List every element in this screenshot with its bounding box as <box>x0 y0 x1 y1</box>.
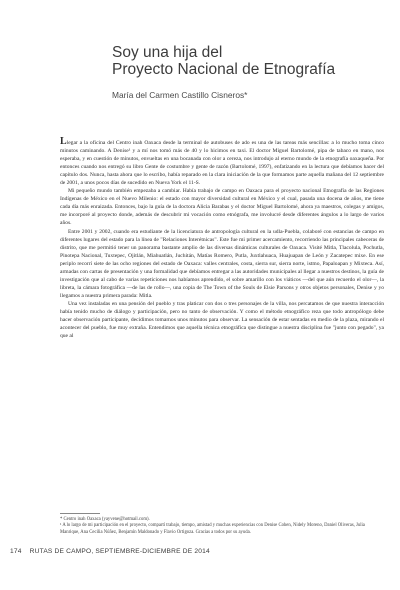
footnote-author: * Centro inah Oaxaca (yayvene@hotmail.com). <box>60 517 150 522</box>
drop-cap: L <box>60 136 67 147</box>
article-body <box>60 138 384 340</box>
page-footer <box>10 548 210 555</box>
article-author: María del Carmen Castillo Cisneros* <box>112 90 248 100</box>
title-line-1: Soy una hija del <box>112 44 223 61</box>
body-paragraph-1 <box>60 138 384 187</box>
body-paragraph-1-text: legar a la oficina del Centro inah Oaxaca desde la terminal de autobuses de ado es una de las tareas más sencillas: a lo mucho toma cinco minutos caminando. A Denise¹ y a mí nos tomó más de 40 y lo hicimos en taxi. El doctor Miguel Bartolomé, pipa de tabaco en mano, nos esperaba, y en cuestión de minutos, envueltas en una bocanada con olor a cereza, nos introdujo al eterno mundo de la etnografía oaxaqueña. Por entonces cuando nos entregó su libro Gente de costumbre y gente de razón (Bartolomé, 1997), enfatizando en la lectura que debíamos hacer del capítulo dos. Nunca, hasta ahora que lo escribo, había reparado en la clara iniciación de la que formamos parte aquella mañana del 12 septiembre de 2001, a unos pocos días de sucedido en Nueva York el 11-S. <box>60 140 384 187</box>
journal-name: RUTAS DE CAMPO, SEPTIEMBRE-DICIEMBRE DE 2014 <box>29 548 210 555</box>
footnote-1: ¹ A lo largo de mi participación en el proyecto, compartí trabajo, tiempo, amistad y muchas experiencias con Denise Cohen, Nidely Moreno, Daniel Oliveras, Julia Manrique, Ana Cecilia Núñez, Benjamín Maldonado y Flavio Ortigoza. Gracias a todos por su ayuda. <box>60 523 365 535</box>
footnote-divider <box>60 513 100 514</box>
body-paragraph-3: Entre 2001 y 2002, cuando era estudiante de la licenciatura de antropología cultural en la udla-Puebla, colaboré con estancias de campo en diferentes lugares del estado para la línea de "Relaciones Interétnicas". Este fue mi primer acercamiento, recorriendo las principales cabeceras de distrito, que me permitió tener un panorama bastante amplio de las diversas dinámicas culturales de Oaxaca. Visité Mitla, Tlacolula, Pochutla, Pinotepa Nacional, Tuxtepec, Ojitlán, Miahuatlán, Juchitán, Matías Romero, Putla, Juxtlahuaca, Huajuapan de León y Zacatepec mixe. En ese periplo recorrí siete de las ocho regiones del estado de Oaxaca: valles centrales, costa, sierra sur, sierra norte, istmo, Papaloapan y Mixteca. Así, armadas con cartas de presentación y una formalidad que debíamos entregar a las autoridades municipales al llegar a nuestros destinos, la guía de investigación que al cabo de varias repeticiones nos habíamos aprendido, el sobre amarillo con los viáticos —del que aún recuerdo el olor—, la libreta, la cámara fotográfica —de las de rollo—, una copia de The Town of the Souls de Elsie Parsons y otros objetos personales, Denise y yo llegamos a nuestra primera parada: Mitla. <box>60 228 384 299</box>
page-number: 174 <box>10 548 22 555</box>
title-line-2: Proyecto Nacional de Etnografía <box>112 61 336 78</box>
footnotes <box>60 517 384 536</box>
body-paragraph-4: Una vez instaladas en una pensión del pueblo y tras platicar con dos o tres personajes de la villa, nos percatamos de que nuestra interacción había tenido mucho de diálogo y participación, pero no tanto de observación. Y como el método etnográfico reza que todo antropólogo debe hacer observación participante, decidimos tomarnos unos minutos para observar. La sensación de estar sentadas en medio de la plaza, mirando el acontecer del pueblo, fue muy extraña. Entendimos que aquella técnica etnográfica que distingue a nuestra disciplina fue "junto con pegado", ya que al <box>60 300 384 340</box>
body-paragraph-2: Mi pequeño mundo también empezaba a cambiar. Había trabajo de campo en Oaxaca para el proyecto nacional Etnografía de las Regiones Indígenas de México en el Nuevo Milenio: el estado con mayor diversidad cultural en México y el cual, pasada una docena de años, me tiene cada día más enraizada. Entonces, bajo la guía de la doctora Alicia Barabas y el doctor Miguel Bartolomé, ahora ya maestros, colegas y amigos, me incorporé al proyecto donde, además de descubrir mi vocación como etnógrafa, me involucré desde diferentes ángulos a lo largo de varios años. <box>60 188 384 227</box>
article-title <box>112 44 382 78</box>
